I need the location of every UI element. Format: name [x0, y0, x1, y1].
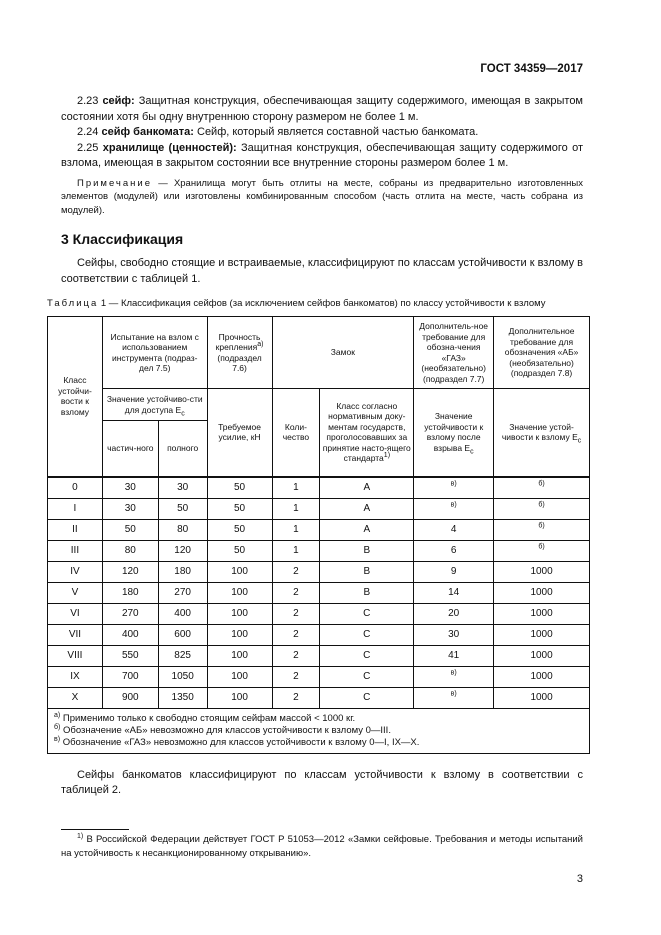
th-lock: Замок	[272, 317, 414, 389]
table-cell: 2	[272, 582, 320, 603]
table-cell: 80	[102, 540, 158, 561]
th-ab-value: Значение устой-чивости к взлому $E_c$	[494, 389, 590, 477]
table-cell: в)	[414, 498, 494, 519]
paragraph: Сейфы, свободно стоящие и встраиваемые, классифицируют по классам устойчивости к взлому в соответствии с таблицей 1.	[61, 257, 583, 285]
table-row	[48, 519, 590, 540]
th-count: Коли-чество	[272, 389, 320, 477]
table-cell: 20	[414, 603, 494, 624]
th-gaz-value: Значение устойчивости к взлому после взрыва $E_c$	[414, 389, 494, 477]
table-cell: V	[48, 582, 103, 603]
th-ab: Дополнительное требование для обозначения «АБ» (необязательно) (подраздел 7.8)	[494, 317, 590, 389]
table-cell: 1	[272, 477, 320, 499]
footnote: $^{1)}$ В Российской Федерации действует ГОСТ Р 51053—2012 «Замки сейфовые. Требования и методы испытаний на устойчивость к несанкционированному открыванию».	[61, 832, 583, 859]
table-cell: 180	[102, 582, 158, 603]
paragraph: Сейфы банкоматов классифицируют по классам устойчивости к взлому в соответствии с таблицей 2.	[61, 768, 583, 796]
table-row	[48, 477, 590, 499]
page-body	[47, 94, 583, 885]
table-cell: 1000	[494, 561, 590, 582]
table-cell: 100	[207, 645, 272, 666]
table-cell: III	[48, 540, 103, 561]
table-cell: 2	[272, 666, 320, 687]
table-cell: 270	[158, 582, 207, 603]
table-cell: 400	[158, 603, 207, 624]
table-cell: 1	[272, 540, 320, 561]
table-cell: 41	[414, 645, 494, 666]
th-test: Испытание на взлом с использованием инструмента (подраз-дел 7.5)	[102, 317, 207, 389]
table-cell: 900	[102, 687, 158, 708]
table-cell: в)	[414, 477, 494, 499]
th-class: Класс устойчи-вости к взлому	[48, 317, 103, 477]
table-cell: 50	[102, 519, 158, 540]
table-cell: 30	[414, 624, 494, 645]
table-cell: 600	[158, 624, 207, 645]
table-cell: в)	[414, 666, 494, 687]
table-cell: VII	[48, 624, 103, 645]
table-row	[48, 624, 590, 645]
table-cell: VI	[48, 603, 103, 624]
table-cell: 1050	[158, 666, 207, 687]
th-access: Значение устойчиво-сти для доступа $E_c$	[102, 389, 207, 421]
table-row	[48, 687, 590, 708]
table-cell: б)	[494, 498, 590, 519]
page-number: 3	[576, 872, 583, 885]
table-cell: 1000	[494, 582, 590, 603]
table-cell: C	[320, 666, 414, 687]
th-strength: Прочность крепления$^{а)}$ (подраздел 7.6)	[207, 317, 272, 389]
table-cell: 180	[158, 561, 207, 582]
table-cell: 2	[272, 561, 320, 582]
table-cell: VIII	[48, 645, 103, 666]
table-cell: 50	[158, 498, 207, 519]
table-cell: 550	[102, 645, 158, 666]
table-note: $^{а)}$ Применимо только к свободно стоящим сейфам массой < 1000 кг.	[54, 711, 356, 724]
table-cell: A	[320, 477, 414, 499]
table-cell: 1	[272, 519, 320, 540]
table-cell: 100	[207, 561, 272, 582]
table-cell: 100	[207, 624, 272, 645]
table-cell: 825	[158, 645, 207, 666]
table-notes	[48, 708, 590, 753]
table-row	[48, 645, 590, 666]
table-caption: Таблица 1 — Классификация сейфов (за исключением сейфов банкоматов) по классу устойчивости к взлому	[47, 298, 546, 309]
th-gaz: Дополнитель-ное требование для обозна-чения «ГАЗ» (необязательно) (подраздел 7.7)	[414, 317, 494, 389]
table-cell: 700	[102, 666, 158, 687]
table-cell: C	[320, 603, 414, 624]
table-cell: 120	[102, 561, 158, 582]
table-cell: б)	[494, 519, 590, 540]
th-partial: частич-ного	[102, 421, 158, 477]
table-cell: 1000	[494, 666, 590, 687]
table-cell: 270	[102, 603, 158, 624]
table-cell: 30	[158, 477, 207, 499]
definition-2-25: 2.25 хранилище (ценностей): Защитная конструкция, обеспечивающая защиту содержимого от взлома, имеющая в закрытом состоянии все внутренние стороны размером более 1 м.	[61, 141, 583, 169]
th-lock-class: Класс согласно нормативным доку-ментам государств, проголосовавших за принятие насто-ящего стандарта$^{1)}$	[320, 389, 414, 477]
table-cell: IX	[48, 666, 103, 687]
table-cell: 0	[48, 477, 103, 499]
table-cell: 50	[207, 519, 272, 540]
definition-2-23: 2.23 сейф: Защитная конструкция, обеспечивающая защиту содержимого, имеющая в закрытом состоянии хотя бы одну внутреннюю сторону размером не более 1 м.	[61, 95, 583, 123]
table-cell: 14	[414, 582, 494, 603]
table-cell: 100	[207, 687, 272, 708]
table-note: $^{в)}$ Обозначение «ГАЗ» невозможно для классов устойчивости к взлому 0—I, IX—X.	[54, 735, 420, 748]
table-cell: 100	[207, 582, 272, 603]
classification-table	[47, 316, 590, 754]
table-row	[48, 666, 590, 687]
table-cell: B	[320, 582, 414, 603]
section-title: 3 Классификация	[61, 231, 184, 247]
table-cell: 1	[272, 498, 320, 519]
table-cell: 50	[207, 498, 272, 519]
table-cell: в)	[414, 687, 494, 708]
table-cell: 100	[207, 603, 272, 624]
table-cell: 80	[158, 519, 207, 540]
table-cell: 9	[414, 561, 494, 582]
definition-2-24: 2.24 сейф банкомата: Сейф, который является составной частью банкомата.	[77, 126, 479, 138]
table-row	[48, 582, 590, 603]
table-row	[48, 498, 590, 519]
table-row	[48, 603, 590, 624]
table-cell: б)	[494, 540, 590, 561]
table-cell: IV	[48, 561, 103, 582]
table-cell: A	[320, 519, 414, 540]
table-cell: 50	[207, 540, 272, 561]
table-cell: 1000	[494, 687, 590, 708]
table-row	[48, 540, 590, 561]
table-cell: X	[48, 687, 103, 708]
footnote-divider	[61, 829, 129, 830]
table-cell: 400	[102, 624, 158, 645]
table-cell: A	[320, 498, 414, 519]
table-cell: 4	[414, 519, 494, 540]
th-full: полного	[158, 421, 207, 477]
table-cell: 1000	[494, 645, 590, 666]
table-row	[48, 561, 590, 582]
table-cell: 100	[207, 666, 272, 687]
table-cell: 2	[272, 645, 320, 666]
table-cell: II	[48, 519, 103, 540]
table-cell: 30	[102, 477, 158, 499]
table-cell: B	[320, 561, 414, 582]
table-cell: 1000	[494, 624, 590, 645]
table-cell: C	[320, 624, 414, 645]
table-cell: 6	[414, 540, 494, 561]
table-cell: C	[320, 645, 414, 666]
table-cell: 50	[207, 477, 272, 499]
note: Примечание — Хранилища могут быть отлиты на месте, собраны из предварительно изготовленных элементов (модулей) или изготовлены комбинированным способом (часть отлита на месте, часть собрана из модулей).	[61, 177, 583, 216]
table-cell: 2	[272, 624, 320, 645]
table-cell: 120	[158, 540, 207, 561]
table-cell: I	[48, 498, 103, 519]
table-cell: 1000	[494, 603, 590, 624]
table-cell: 2	[272, 687, 320, 708]
th-force: Требуемое усилие, кН	[207, 389, 272, 477]
table-cell: 2	[272, 603, 320, 624]
table-cell: 30	[102, 498, 158, 519]
table-cell: C	[320, 687, 414, 708]
table-cell: б)	[494, 477, 590, 499]
table-note: $^{б)}$ Обозначение «АБ» невозможно для классов устойчивости к взлому 0—III.	[54, 723, 391, 736]
table-cell: 1350	[158, 687, 207, 708]
running-header: ГОСТ 34359—2017	[480, 63, 583, 75]
table-cell: B	[320, 540, 414, 561]
